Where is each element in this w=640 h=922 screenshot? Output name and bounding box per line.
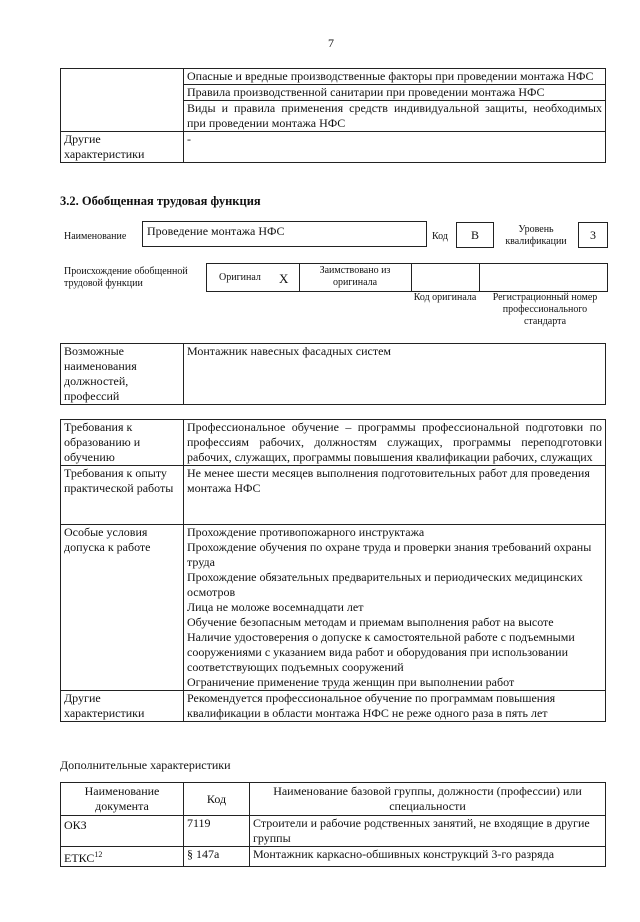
level-value: 3 <box>590 228 596 242</box>
req-line: Профессиональное обучение – программы профессиональной подготовки по профессиям рабочих, должностям служащих, программы переподготовки рабочих, служащих, программы повышения квалификации рабочих, служащих <box>187 420 602 464</box>
table-cell <box>184 691 606 722</box>
table-cell: Опасные и вредные производственные факторы при проведении монтажа НФС <box>184 69 606 85</box>
name-value-box <box>142 221 427 247</box>
original-label: Оригинал <box>219 272 261 283</box>
table-cell: Правила производственной санитарии при проведении монтажа НФС <box>184 85 606 101</box>
table-cell: - <box>184 132 606 163</box>
positions-table <box>60 343 606 405</box>
column-header: Код <box>184 783 250 816</box>
knowledge-table <box>60 68 606 163</box>
table-cell <box>184 466 606 525</box>
table-cell <box>184 525 606 691</box>
name-value: Проведение монтажа НФС <box>147 224 285 238</box>
req-line: Наличие удостоверения о допуске к самостоятельной работе с подъемными сооружениями с указанием вида работ и оборудования при использовании соответствующих подъемных сооружений <box>187 630 575 674</box>
table-row <box>61 525 606 691</box>
extra-table <box>60 782 606 867</box>
row-label: Другие характеристики <box>61 132 184 163</box>
code-cell: § 147а <box>184 847 250 867</box>
divider <box>299 264 300 291</box>
code-value: B <box>470 228 479 242</box>
req-line: Рекомендуется профессиональное обучение по программам повышения квалификации в области монтажа НФС не реже одного раза в пять лет <box>187 691 556 720</box>
section-heading: 3.2. Обобщенная трудовая функция <box>60 194 261 208</box>
footnote-ref: 12 <box>94 850 103 859</box>
original-mark: X <box>279 271 289 286</box>
doc-cell <box>61 816 184 847</box>
table-cell: Монтажник навесных фасадных систем <box>184 344 606 405</box>
divider <box>411 264 412 291</box>
level-label: Уровень квалификации <box>505 224 567 247</box>
req-line: Прохождение обязательных предварительных и периодических медицинских осмотров <box>187 570 583 599</box>
req-line: Лица не моложе восемнадцати лет <box>187 600 364 614</box>
table-cell <box>184 420 606 466</box>
level-value-box <box>578 222 608 248</box>
row-label: Возможные наименования должностей, профессий <box>61 344 184 405</box>
table-header-row <box>61 783 606 816</box>
table-row <box>61 420 606 466</box>
borrowed-label: Заимствовано из оригинала <box>319 265 391 288</box>
table-row <box>61 816 606 847</box>
extra-title: Дополнительные характеристики <box>60 758 231 772</box>
requirements-table <box>60 419 606 722</box>
name-cell: Монтажник каркасно-обшивных конструкций 3-го разряда <box>250 847 606 867</box>
divider <box>479 264 480 291</box>
origin-label: Происхождение обобщенной трудовой функции <box>64 266 188 289</box>
origin-boxes <box>206 263 608 292</box>
table-row <box>61 69 606 85</box>
row-label: Требования к образованию и обучению <box>61 420 184 466</box>
req-line: Прохождение противопожарного инструктажа <box>187 525 425 539</box>
column-header: Наименование базовой группы, должности (профессии) или специальности <box>250 783 606 816</box>
doc-name: ЕТКС <box>64 851 95 865</box>
table-row <box>61 466 606 525</box>
req-line: Прохождение обучения по охране труда и проверки знания требований охраны труда <box>187 540 592 569</box>
name-label: Наименование <box>64 231 127 242</box>
doc-cell <box>61 847 184 867</box>
row-label: Особые условия допуска к работе <box>61 525 184 691</box>
code-label: Код <box>432 231 448 242</box>
table-row <box>61 847 606 867</box>
table-row <box>61 344 606 405</box>
table-row <box>61 691 606 722</box>
row-label: Требования к опыту практической работы <box>61 466 184 525</box>
table-cell: Виды и правила применения средств индивидуальной защиты, необходимых при проведении монтажа НФС <box>184 101 606 132</box>
req-line: Не менее шести месяцев выполнения подготовительных работ для проведения монтажа НФС <box>187 466 590 495</box>
column-header: Наименование документа <box>61 783 184 816</box>
page-number: 7 <box>328 36 334 50</box>
row-label: Другие характеристики <box>61 691 184 722</box>
name-cell: Строители и рабочие родственных занятий, не входящие в другие группы <box>250 816 606 847</box>
code-value-box <box>456 222 494 248</box>
code-cell: 7119 <box>184 816 250 847</box>
req-line: Ограничение применение труда женщин при выполнении работ <box>187 675 515 689</box>
table-cell-empty <box>61 69 184 132</box>
code-original-caption: Код оригинала <box>413 292 477 303</box>
table-row <box>61 132 606 163</box>
reg-number-caption: Регистрационный номер профессионального стандарта <box>492 292 598 327</box>
doc-name: ОКЗ <box>64 818 87 832</box>
req-line: Обучение безопасным методам и приемам выполнения работ на высоте <box>187 615 554 629</box>
